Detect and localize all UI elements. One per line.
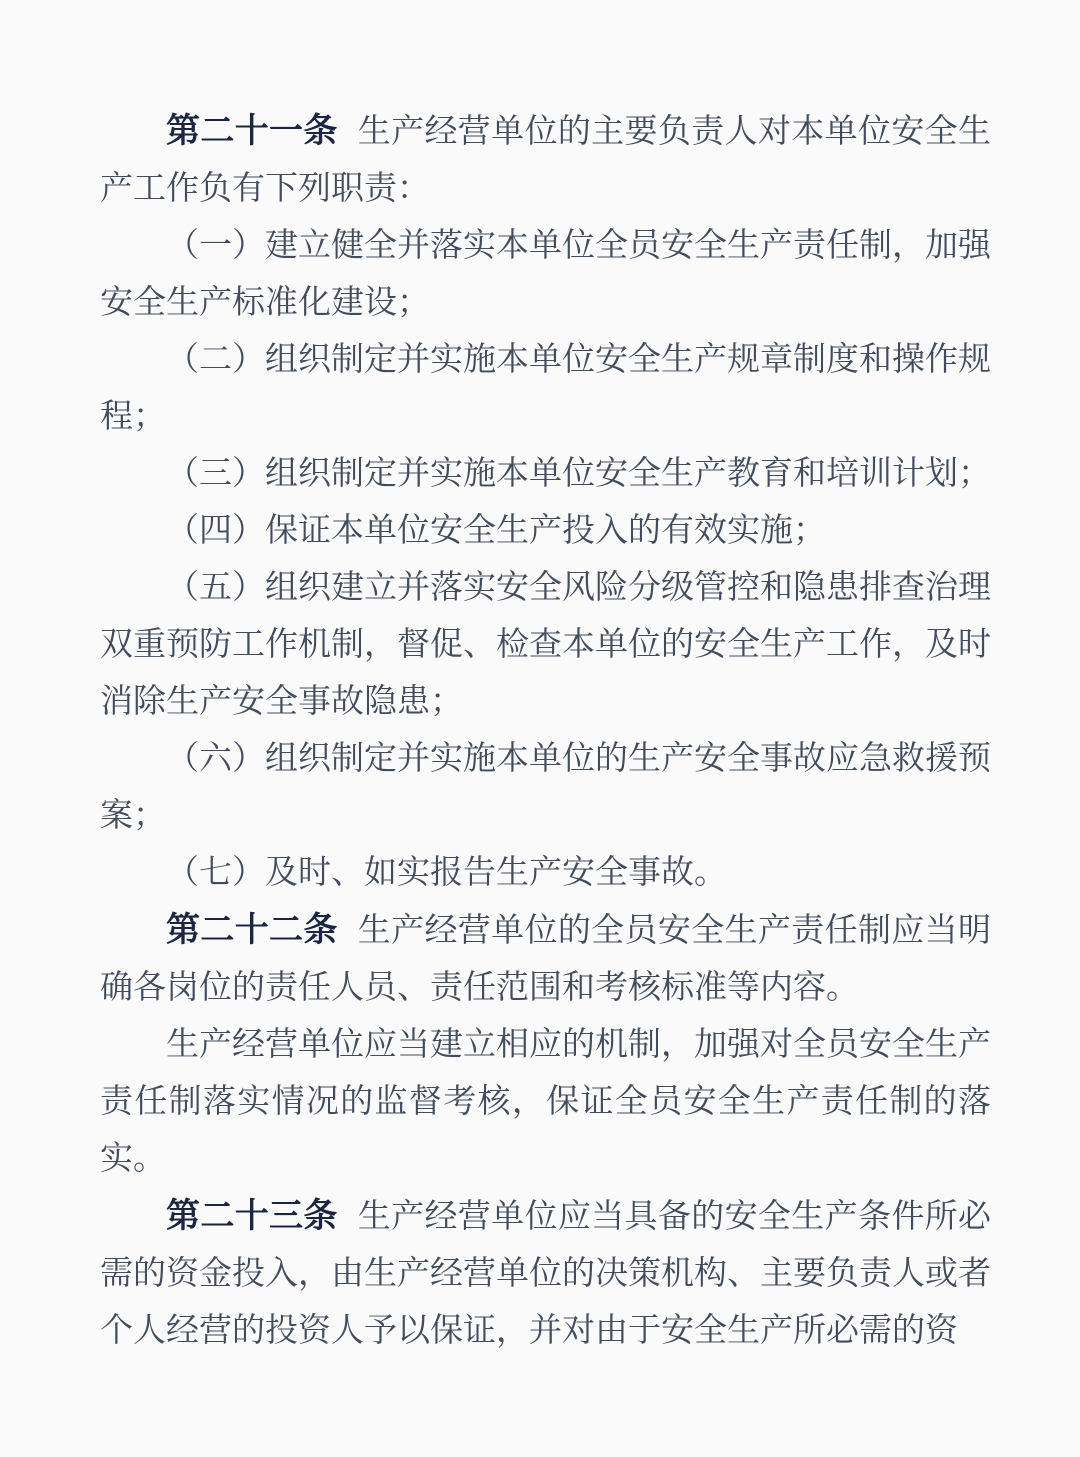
article-23-body: 生产经营单位应当具备的安全生产条件所必需的资金投入，由生产经营单位的决策机构、主要负责人或者个人经营的投资人予以保证，并对由于安全生产所必需的资 (100, 1199, 992, 1349)
article-21-body: 生产经营单位的主要负责人对本单位安全生产工作负有下列职责： (100, 114, 992, 207)
article-22-paragraph (100, 902, 991, 1017)
article-21-heading: 第二十一条 (166, 112, 338, 150)
article-22-body: 生产经营单位的全员安全生产责任制应当明确各岗位的责任人员、责任范围和考核标准等内容。 (100, 913, 992, 1006)
article-21-item-1: （一）建立健全并落实本单位全员安全生产责任制，加强安全生产标准化建设； (100, 228, 991, 321)
article-22-heading: 第二十二条 (166, 911, 338, 949)
article-21-paragraph (100, 103, 991, 218)
article-23-paragraph (100, 1188, 991, 1360)
article-23-heading: 第二十三条 (166, 1197, 338, 1235)
article-21-item-2: （二）组织制定并实施本单位安全生产规章制度和操作规程； (100, 342, 991, 435)
article-21-item-5: （五）组织建立并落实安全风险分级管控和隐患排查治理双重预防工作机制，督促、检查本单位的安全生产工作，及时消除生产安全事故隐患； (100, 570, 991, 720)
article-21-item-3: （三）组织制定并实施本单位安全生产教育和培训计划； (166, 456, 991, 492)
article-21-item-4: （四）保证本单位安全生产投入的有效实施； (166, 513, 826, 549)
article-21-item-7: （七）及时、如实报告生产安全事故。 (166, 855, 727, 891)
article-21-item-6: （六）组织制定并实施本单位的生产安全事故应急救援预案； (100, 741, 991, 834)
article-22-continuation-paragraph: 生产经营单位应当建立相应的机制，加强对全员安全生产责任制落实情况的监督考核，保证全员安全生产责任制的落实。 (100, 1027, 991, 1177)
